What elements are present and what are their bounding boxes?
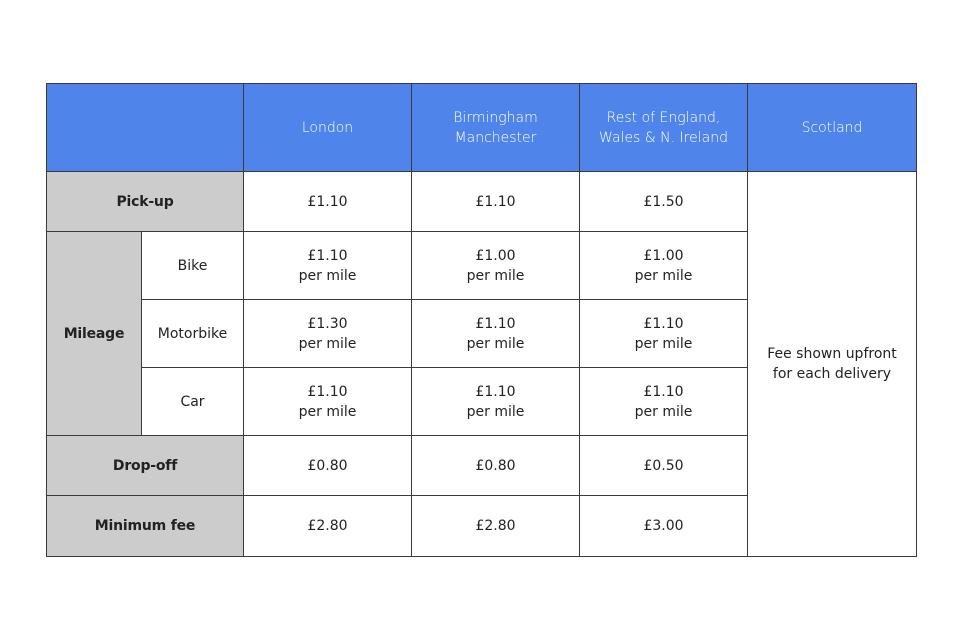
motorbike-birmingham: £1.10 per mile xyxy=(412,300,580,368)
dropoff-birmingham: £0.80 xyxy=(412,436,580,496)
car-birmingham: £1.10 per mile xyxy=(412,368,580,436)
car-rest: £1.10 per mile xyxy=(580,368,748,436)
table-header-row xyxy=(47,84,917,172)
car-london: £1.10 per mile xyxy=(244,368,412,436)
sub-label-bike: Bike xyxy=(142,232,244,300)
pickup-london: £1.10 xyxy=(244,172,412,232)
sub-label-motorbike: Motorbike xyxy=(142,300,244,368)
row-label-dropoff: Drop-off xyxy=(47,436,244,496)
sub-label-car: Car xyxy=(142,368,244,436)
header-corner xyxy=(47,84,244,172)
minimum-birmingham: £2.80 xyxy=(412,496,580,557)
pickup-birmingham: £1.10 xyxy=(412,172,580,232)
dropoff-london: £0.80 xyxy=(244,436,412,496)
minimum-rest: £3.00 xyxy=(580,496,748,557)
header-rest-of-uk: Rest of England, Wales & N. Ireland xyxy=(580,84,748,172)
header-london: London xyxy=(244,84,412,172)
bike-birmingham: £1.00 per mile xyxy=(412,232,580,300)
delivery-fee-table xyxy=(46,83,917,557)
pickup-rest: £1.50 xyxy=(580,172,748,232)
scotland-fee-note: Fee shown upfront for each delivery xyxy=(748,172,917,557)
header-scotland: Scotland xyxy=(748,84,917,172)
motorbike-london: £1.30 per mile xyxy=(244,300,412,368)
dropoff-rest: £0.50 xyxy=(580,436,748,496)
row-label-minimum-fee: Minimum fee xyxy=(47,496,244,557)
bike-london: £1.10 per mile xyxy=(244,232,412,300)
minimum-london: £2.80 xyxy=(244,496,412,557)
row-label-mileage: Mileage xyxy=(47,232,142,436)
bike-rest: £1.00 per mile xyxy=(580,232,748,300)
header-birmingham-manchester: Birmingham Manchester xyxy=(412,84,580,172)
row-label-pickup: Pick-up xyxy=(47,172,244,232)
motorbike-rest: £1.10 per mile xyxy=(580,300,748,368)
table-row-pickup xyxy=(47,172,917,232)
